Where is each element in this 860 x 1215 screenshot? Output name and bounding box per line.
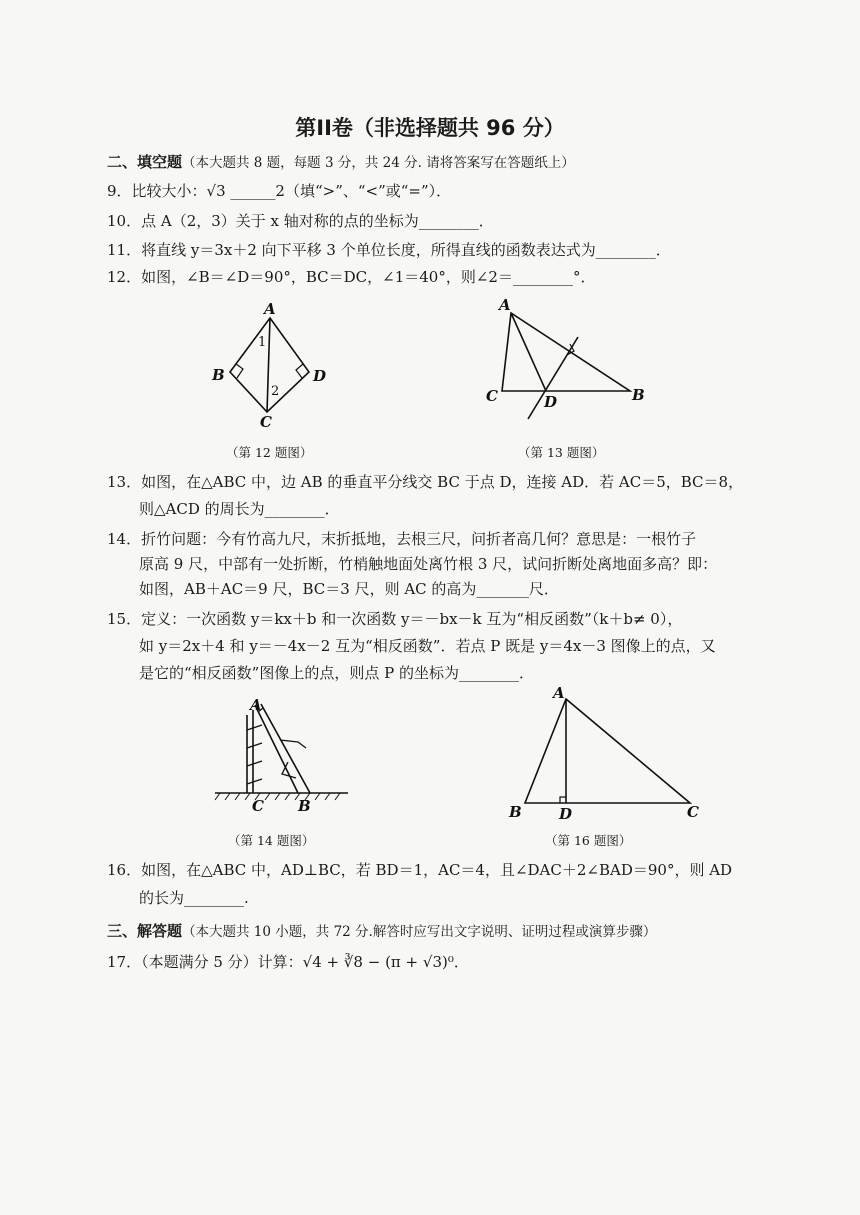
section3-heading: 三、解答题 [107, 922, 183, 940]
question-11: 11．将直线 y＝3x＋2 向下平移 3 个单位长度，所得直线的函数表达式为________． [107, 241, 671, 259]
fig16-label-b: B [509, 803, 522, 821]
fig14-label-b: B [298, 797, 311, 815]
section2-note: （本大题共 8 题，每题 3 分，共 24 分. 请将答案写在答题纸上） [182, 155, 575, 171]
fig14-bamboo-nodes [247, 725, 262, 784]
question-15-line-2: 如 y＝2x＋4 和 y＝－4x－2 互为“相反函数”．若点 P 既是 y＝4x－3 图像上的点，又 [139, 637, 716, 655]
fig14-broken-top-2 [261, 704, 310, 793]
figure-12-caption: （第 12 题图） [226, 445, 313, 460]
fig16-label-c: C [687, 803, 699, 821]
fig12-label-a: A [264, 300, 276, 318]
question-14-line-2: 原高 9 尺，中部有一处折断，竹梢触地面处离竹根 3 尺，试问折断处离地面多高？即： [139, 555, 718, 573]
figure-14 [210, 690, 355, 820]
question-13-line-2: 则△ACD 的周长为________． [139, 500, 340, 518]
section2-heading: 二、填空题 [107, 153, 183, 171]
fig16-label-d: D [559, 805, 573, 822]
fig13-label-a: A [499, 296, 511, 314]
fig13-label-c: C [486, 387, 498, 405]
fig13-triangle-abc [502, 313, 630, 391]
question-10: 10．点 A（2，3）关于 x 轴对称的点的坐标为________． [107, 212, 494, 230]
paper-title: 第II卷（非选择题共 96 分） [295, 116, 565, 140]
fig12-right-angle-b [236, 364, 243, 378]
question-12: 12．如图，∠B＝∠D＝90°，BC＝DC，∠1＝40°，则∠2＝________°． [107, 268, 596, 286]
fig14-label-c: C [252, 797, 264, 815]
figure-13-caption: （第 13 题图） [518, 445, 605, 460]
fig13-label-b: B [632, 386, 645, 404]
fig12-right-angle-d [296, 364, 303, 378]
fig12-angle-1: 1 [258, 335, 267, 350]
section3-note: （本大题共 10 小题，共 72 分.解答时应写出文字说明、证明过程或演算步骤） [182, 924, 657, 940]
question-14-line-3: 如图，AB＋AC＝9 尺，BC＝3 尺，则 AC 的高为_______尺． [139, 580, 559, 598]
question-9: 9．比较大小：√3 ______2（填“>”、“<”或“=”）． [107, 182, 452, 200]
question-13-line-1: 13．如图，在△ABC 中，边 AB 的垂直平分线交 BC 于点 D，连接 AD．若 AC＝5，BC＝8， [107, 473, 744, 491]
question-16-line-2: 的长为________. [139, 889, 249, 907]
figure-16-caption: （第 16 题图） [545, 833, 632, 848]
question-15-line-1: 15．定义：一次函数 y＝kx＋b 和一次函数 y＝－bx－k 互为“相反函数”（k＋b≠ 0）， [107, 610, 683, 628]
question-15-line-3: 是它的“相反函数”图像上的点，则点 P 的坐标为________． [139, 664, 534, 682]
fig14-ground-hatch [215, 793, 340, 800]
fig16-triangle-abc [525, 699, 690, 803]
fig14-label-a: A [250, 696, 262, 714]
fig12-label-d: D [313, 367, 327, 385]
section3-header [107, 921, 656, 942]
fig12-diagonal-ac [267, 318, 270, 412]
section2-header [107, 152, 575, 173]
figure-13 [480, 295, 655, 425]
fig12-angle-2: 2 [271, 384, 280, 399]
fig16-label-a: A [553, 684, 565, 702]
question-17: 17．（本题满分 5 分）计算：√4 + ∛8 − (π + √3)⁰． [107, 953, 469, 971]
figure-14-caption: （第 14 题图） [228, 833, 315, 848]
fig12-label-b: B [212, 366, 225, 384]
question-14-line-1: 14．折竹问题：今有竹高九尺，末折抵地，去根三尺，问折者高几何？意思是：一根竹子 [107, 530, 697, 548]
fig13-label-d: D [544, 393, 558, 411]
fig16-right-angle [560, 797, 566, 803]
question-16-line-1: 16．如图，在△ABC 中，AD⊥BC，若 BD＝1，AC＝4，且∠DAC＋2∠BAD＝90°，则 AD [107, 861, 733, 879]
figure-16 [505, 682, 705, 822]
figure-12 [205, 300, 335, 430]
fig12-label-c: C [260, 413, 272, 430]
